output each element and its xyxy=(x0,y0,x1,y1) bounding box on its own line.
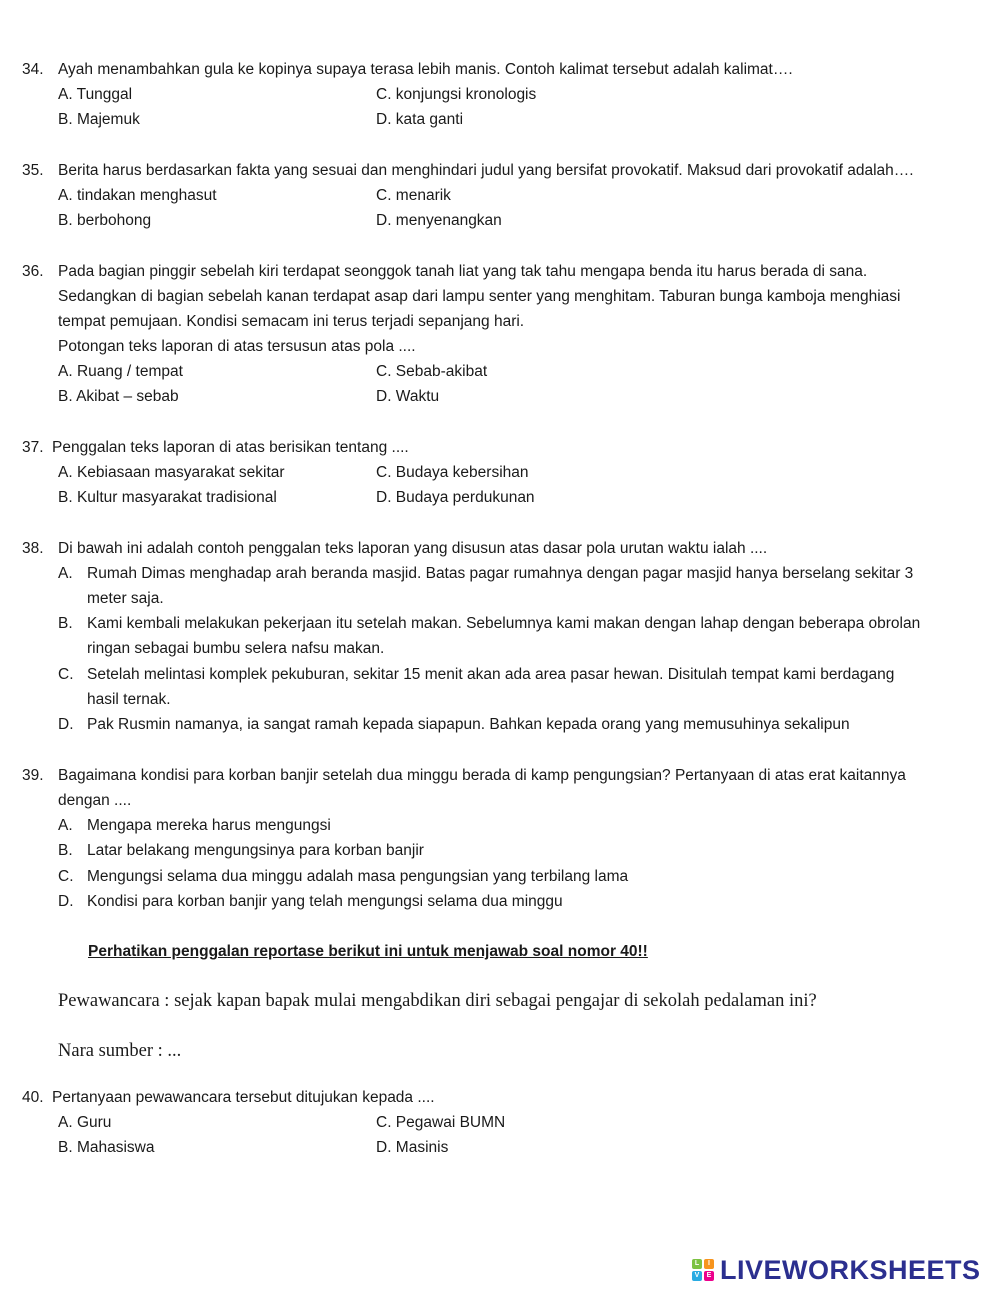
q38-option-c-line-1[interactable]: Setelah melintasi komplek pekuburan, sekitar 15 menit akan ada area pasar hewan. Disitulah tempat kami berdagang xyxy=(87,666,895,683)
logo-mark-cell: E xyxy=(704,1271,714,1281)
q39-text-line-1: Bagaimana kondisi para korban banjir setelah dua minggu berada di kamp pengungsian? Pertanyaan di atas erat kaitannya xyxy=(58,767,906,784)
q36-text-line-3: tempat pemujaan. Kondisi semacam ini terus terjadi sepanjang hari. xyxy=(58,313,525,330)
interview-question-line: Pewawancara : sejak kapan bapak mulai mengabdikan diri sebagai pengajar di sekolah pedalaman ini? xyxy=(58,991,817,1011)
q35-option-a[interactable]: A. tindakan menghasut xyxy=(58,187,217,204)
logo-mark-cell: I xyxy=(704,1259,714,1269)
q40-option-a[interactable]: A. Guru xyxy=(58,1114,112,1131)
q38-option-b-line-2[interactable]: ringan sebagai bumbu selera nafsu makan. xyxy=(87,640,385,657)
q36-option-c[interactable]: C. Sebab-akibat xyxy=(376,363,488,380)
q35-option-d[interactable]: D. menyenangkan xyxy=(376,212,502,229)
q37-option-c[interactable]: C. Budaya kebersihan xyxy=(376,464,529,481)
q34-text: Ayah menambahkan gula ke kopinya supaya terasa lebih manis. Contoh kalimat tersebut adalah kalimat…. xyxy=(58,61,793,78)
q35-option-b[interactable]: B. berbohong xyxy=(58,212,152,229)
liveworksheets-logo-text: LIVEWORKSHEETS xyxy=(720,1254,981,1285)
q38-option-c-line-2[interactable]: hasil ternak. xyxy=(87,691,171,708)
q39-option-c[interactable]: Mengungsi selama dua minggu adalah masa pengungsian yang terbilang lama xyxy=(87,868,629,885)
q40-option-b[interactable]: B. Mahasiswa xyxy=(58,1139,155,1156)
q34-option-d[interactable]: D. kata ganti xyxy=(376,111,464,128)
q36-text-line-2: Sedangkan di bagian sebelah kanan terdapat asap dari lampu senter yang menghitam. Taburan bunga kamboja menghiasi xyxy=(58,288,901,305)
q35-option-c[interactable]: C. menarik xyxy=(376,187,451,204)
q38-option-a-letter[interactable]: A. xyxy=(58,565,73,582)
q39-option-d-letter[interactable]: D. xyxy=(58,893,74,910)
q37-option-b[interactable]: B. Kultur masyarakat tradisional xyxy=(58,489,277,506)
q36-option-d[interactable]: D. Waktu xyxy=(376,388,440,405)
liveworksheets-logo[interactable] xyxy=(692,1254,981,1286)
q39-option-a[interactable]: Mengapa mereka harus mengungsi xyxy=(87,817,331,834)
q38-number: 38. xyxy=(22,540,44,557)
logo-mark-cell: L xyxy=(692,1259,702,1269)
q38-text: Di bawah ini adalah contoh penggalan teks laporan yang disusun atas dasar pola urutan waktu ialah .... xyxy=(58,540,768,557)
q36-number: 36. xyxy=(22,263,44,280)
logo-mark-cell: V xyxy=(692,1271,702,1281)
q38-option-d-letter[interactable]: D. xyxy=(58,716,74,733)
q37-option-a[interactable]: A. Kebiasaan masyarakat sekitar xyxy=(58,464,285,481)
q35-text: Berita harus berdasarkan fakta yang sesuai dan menghindari judul yang bersifat provokatif. Maksud dari provokatif adalah…. xyxy=(58,162,914,179)
q38-option-a-line-2[interactable]: meter saja. xyxy=(87,590,164,607)
q39-option-a-letter[interactable]: A. xyxy=(58,817,73,834)
q39-option-c-letter[interactable]: C. xyxy=(58,868,74,885)
q34-number: 34. xyxy=(22,61,44,78)
q34-option-b[interactable]: B. Majemuk xyxy=(58,111,140,128)
section-instruction-heading: Perhatikan penggalan reportase berikut ini untuk menjawab soal nomor 40!! xyxy=(88,943,648,960)
q37-text: Penggalan teks laporan di atas berisikan tentang .... xyxy=(52,439,409,456)
q36-option-b[interactable]: B. Akibat – sebab xyxy=(58,388,179,405)
q38-option-a-line-1[interactable]: Rumah Dimas menghadap arah beranda masjid. Batas pagar rumahnya dengan pagar masjid hanya berselang sekitar 3 xyxy=(87,565,914,582)
interview-answer-line: Nara sumber : ... xyxy=(58,1041,182,1061)
q39-text-line-2: dengan .... xyxy=(58,792,132,809)
q36-option-a[interactable]: A. Ruang / tempat xyxy=(58,363,183,380)
q34-option-c[interactable]: C. konjungsi kronologis xyxy=(376,86,537,103)
q38-option-d-line-1[interactable]: Pak Rusmin namanya, ia sangat ramah kepada siapapun. Bahkan kepada orang yang memusuhinya sekalipun xyxy=(87,716,850,733)
q37-number: 37. xyxy=(22,439,44,456)
q40-number: 40. xyxy=(22,1089,44,1106)
q38-option-b-line-1[interactable]: Kami kembali melakukan pekerjaan itu setelah makan. Sebelumnya kami makan dengan lahap dengan beberapa obrolan xyxy=(87,615,921,632)
q38-option-c-letter[interactable]: C. xyxy=(58,666,74,683)
liveworksheets-logo-mark-icon xyxy=(692,1259,714,1281)
q36-text-line-1: Pada bagian pinggir sebelah kiri terdapat seonggok tanah liat yang tak tahu mengapa benda itu harus berada di sana. xyxy=(58,263,868,280)
q40-text: Pertanyaan pewawancara tersebut ditujukan kepada .... xyxy=(52,1089,435,1106)
q39-option-b-letter[interactable]: B. xyxy=(58,842,73,859)
q35-number: 35. xyxy=(22,162,44,179)
q39-option-d[interactable]: Kondisi para korban banjir yang telah mengungsi selama dua minggu xyxy=(87,893,563,910)
q40-option-c[interactable]: C. Pegawai BUMN xyxy=(376,1114,506,1131)
q36-text-line-4: Potongan teks laporan di atas tersusun atas pola .... xyxy=(58,338,416,355)
q37-option-d[interactable]: D. Budaya perdukunan xyxy=(376,489,535,506)
q40-option-d[interactable]: D. Masinis xyxy=(376,1139,449,1156)
q39-number: 39. xyxy=(22,767,44,784)
q38-option-b-letter[interactable]: B. xyxy=(58,615,73,632)
q39-option-b[interactable]: Latar belakang mengungsinya para korban banjir xyxy=(87,842,424,859)
q34-option-a[interactable]: A. Tunggal xyxy=(58,86,133,103)
